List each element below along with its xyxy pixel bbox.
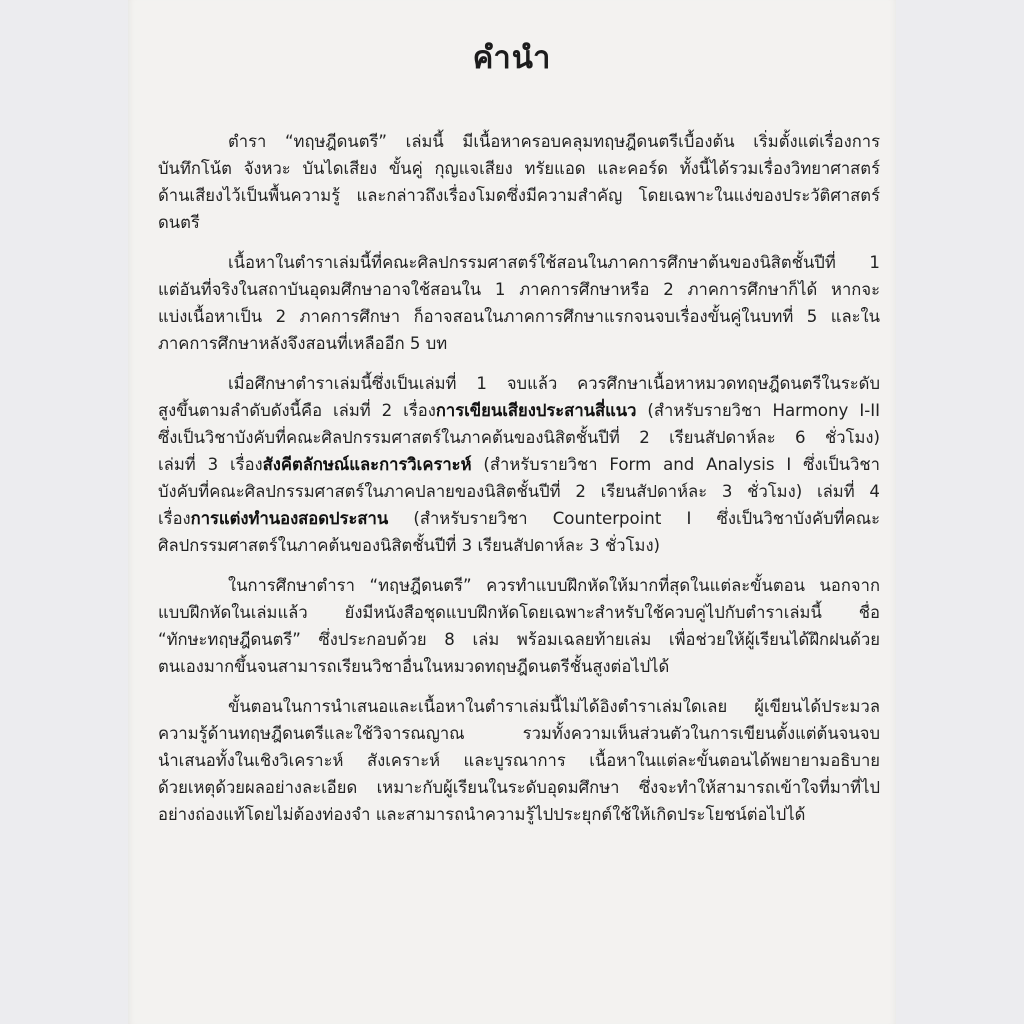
paragraph-4	[158, 572, 880, 680]
background-left	[0, 0, 128, 1024]
text-span: (สำหรับรายวิชา Form and Analysis I ซึ่งเป็นวิชา	[471, 455, 880, 474]
paragraph-3	[158, 370, 880, 559]
preface-body	[158, 128, 880, 828]
text-line: เนื้อหาในตำราเล่มนี้ที่คณะศิลปกรรมศาสตร์ใช้สอนในภาคการศึกษาต้นของนิสิตชั้นปีที่ 1	[228, 253, 880, 272]
text-span: สูงขึ้นตามลำดับดังนี้คือ เล่มที่ 2 เรื่อง	[158, 401, 436, 420]
text-line: ด้านเสียงไว้เป็นพื้นความรู้ และกล่าวถึงเรื่องโมดซึ่งมีความสำคัญ โดยเฉพาะในแง่ของประวัติศาสตร์	[158, 186, 880, 205]
text-line: ตำรา “ทฤษฎีดนตรี” เล่มนี้ มีเนื้อหาครอบคลุมทฤษฎีดนตรีเบื้องต้น เริ่มตั้งแต่เรื่องการ	[228, 132, 880, 151]
text-span: (สำหรับรายวิชา Harmony I-II	[636, 401, 880, 420]
text-line: ศิลปกรรมศาสตร์ในภาคต้นของนิสิตชั้นปีที่ 3 เรียนสัปดาห์ละ 3 ชั่วโมง)	[158, 536, 661, 555]
text-line: บังคับที่คณะศิลปกรรมศาสตร์ในภาคปลายของนิสิตชั้นปีที่ 2 เรียนสัปดาห์ละ 3 ชั่วโมง) เล่มที่ 4	[158, 482, 880, 501]
text-span: เรื่อง	[158, 509, 191, 528]
text-span: เล่มที่ 3 เรื่อง	[158, 455, 263, 474]
book-title-form: สังคีตลักษณ์และการวิเคราะห์	[262, 455, 472, 474]
paragraph-5	[158, 693, 880, 828]
text-line: เมื่อศึกษาตำราเล่มนี้ซึ่งเป็นเล่มที่ 1 จบแล้ว ควรศึกษาเนื้อหาหมวดทฤษฎีดนตรีในระดับ	[228, 374, 880, 393]
text-line: ตนเองมากขึ้นจนสามารถเรียนวิชาอื่นในหมวดทฤษฎีดนตรีชั้นสูงต่อไปได้	[158, 657, 670, 676]
text-line: ซึ่งเป็นวิชาบังคับที่คณะศิลปกรรมศาสตร์ในภาคต้นของนิสิตชั้นปีที่ 2 เรียนสัปดาห์ละ 6 ชั่วโมง)	[158, 428, 880, 447]
paragraph-1	[158, 128, 880, 236]
book-title-harmony: การเขียนเสียงประสานสี่แนว	[435, 401, 637, 420]
page-title: คำนำ	[472, 40, 552, 76]
book-page	[128, 0, 896, 1024]
text-line: อย่างถ่องแท้โดยไม่ต้องท่องจำ และสามารถนำความรู้ไปประยุกต์ใช้ให้เกิดประโยชน์ต่อไปได้	[158, 805, 806, 824]
text-line: ขั้นตอนในการนำเสนอและเนื้อหาในตำราเล่มนี้ไม่ได้อิงตำราเล่มใดเลย ผู้เขียนได้ประมวล	[228, 697, 880, 716]
text-line	[158, 505, 880, 532]
text-line: บันทึกโน้ต จังหวะ บันไดเสียง ขั้นคู่ กุญแจเสียง ทรัยแอด และคอร์ด ทั้งนี้ได้รวมเรื่องวิทยาศาสตร์	[158, 159, 880, 178]
text-line: นำเสนอทั้งในเชิงวิเคราะห์ สังเคราะห์ และบูรณาการ เนื้อหาในแต่ละขั้นตอนได้พยายามอธิบาย	[158, 751, 880, 770]
text-line: ดนตรี	[158, 213, 200, 232]
text-line: “ทักษะทฤษฎีดนตรี” ซึ่งประกอบด้วย 8 เล่ม พร้อมเฉลยท้ายเล่ม เพื่อช่วยให้ผู้เรียนได้ฝึกฝนด้วย	[158, 630, 880, 649]
text-line: ภาคการศึกษาหลังจึงสอนที่เหลืออีก 5 บท	[158, 334, 448, 353]
book-title-counterpoint: การแต่งทำนองสอดประสาน	[190, 509, 389, 528]
text-line: แบบฝึกหัดในเล่มแล้ว ยังมีหนังสือชุดแบบฝึกหัดโดยเฉพาะสำหรับใช้ควบคู่ไปกับตำราเล่มนี้ ชื่อ	[158, 603, 880, 622]
background-right	[896, 0, 1024, 1024]
text-line: ความรู้ด้านทฤษฎีดนตรีและใช้วิจารณญาณ รวมทั้งความเห็นส่วนตัวในการเขียนตั้งแต่ต้นจนจบ	[158, 724, 880, 743]
text-line	[158, 451, 880, 478]
text-span: (สำหรับรายวิชา Counterpoint I ซึ่งเป็นวิชาบังคับที่คณะ	[388, 509, 880, 528]
text-line: แต่อันที่จริงในสถาบันอุดมศึกษาอาจใช้สอนใน 1 ภาคการศึกษาหรือ 2 ภาคการศึกษาก็ได้ หากจะ	[158, 280, 880, 299]
text-line: ในการศึกษาตำรา “ทฤษฎีดนตรี” ควรทำแบบฝึกหัดให้มากที่สุดในแต่ละขั้นตอน นอกจาก	[228, 576, 880, 595]
text-line: แบ่งเนื้อหาเป็น 2 ภาคการศึกษา ก็อาจสอนในภาคการศึกษาแรกจนจบเรื่องขั้นคู่ในบทที่ 5 และใน	[158, 307, 880, 326]
text-line	[158, 397, 880, 424]
text-line: ด้วยเหตุด้วยผลอย่างละเอียด เหมาะกับผู้เรียนในระดับอุดมศึกษา ซึ่งจะทำให้สามารถเข้าใจที่มาที่ไป	[158, 778, 880, 797]
paragraph-2	[158, 249, 880, 357]
